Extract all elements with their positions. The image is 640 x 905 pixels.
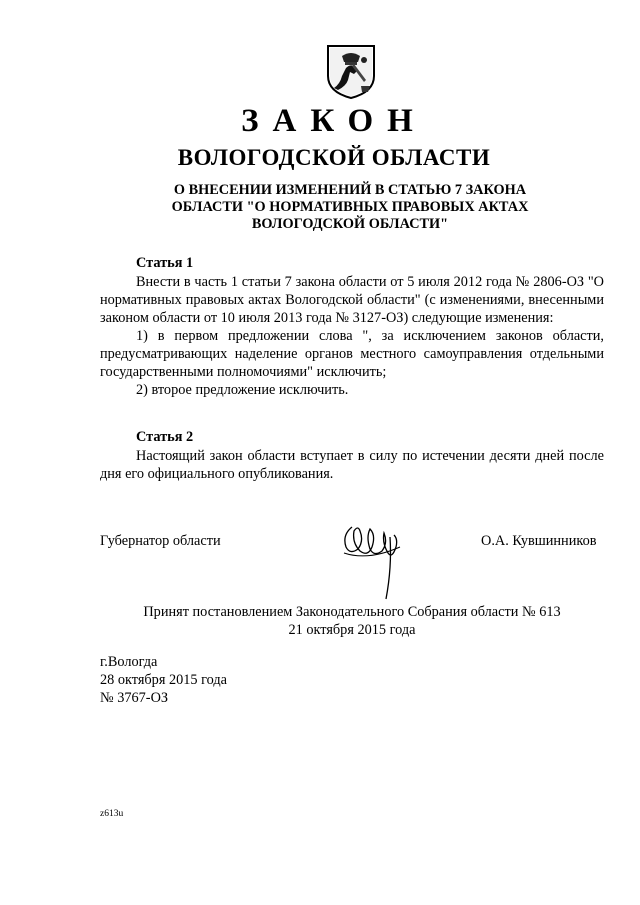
coat-of-arms-icon xyxy=(324,40,378,100)
subtitle-line: ВОЛОГОДСКОЙ ОБЛАСТИ" xyxy=(251,216,449,232)
article-2-text: Настоящий закон области вступает в силу по истечении десяти дней после дня его официального опубликования. xyxy=(100,448,604,482)
law-date: 28 октября 2015 года xyxy=(100,672,228,688)
adoption-line-1: Принят постановлением Законодательного Собрания области № 613 xyxy=(143,604,561,620)
signatory-position: Губернатор области xyxy=(100,533,221,549)
article-1-body xyxy=(100,273,604,399)
article-1-item-2: 2) второе предложение исключить. xyxy=(136,382,349,398)
law-number: № 3767-ОЗ xyxy=(100,690,169,706)
article-2-body xyxy=(100,447,604,483)
article-1-item-1: 1) в первом предложении слова ", за исключением законов области, предусматривающих наделение органов местного самоуправления отдельными государственными полномочиями" исключить; xyxy=(100,328,604,380)
subtitle-line: О ВНЕСЕНИИ ИЗМЕНЕНИЙ В СТАТЬЮ 7 ЗАКОНА xyxy=(173,182,527,198)
signatory-name: О.А. Кувшинников xyxy=(481,533,597,549)
handwritten-signature-icon xyxy=(338,517,408,601)
document-code: z613u xyxy=(100,809,124,819)
place-date-block xyxy=(100,653,227,707)
adoption-line-2: 21 октября 2015 года xyxy=(288,622,416,638)
law-subtitle xyxy=(120,182,580,233)
place: г.Вологда xyxy=(100,654,158,670)
article-2-heading: Статья 2 xyxy=(136,429,194,445)
article-1-heading: Статья 1 xyxy=(136,255,194,271)
subtitle-line: ОБЛАСТИ "О НОРМАТИВНЫХ ПРАВОВЫХ АКТАХ xyxy=(171,199,529,215)
article-1-intro: Внести в часть 1 статьи 7 закона области от 5 июля 2012 года № 2806-ОЗ "О нормативных правовых актах Вологодской области" (с изменениями, внесенными законом области от 10 июля 2013 года № 3127-ОЗ) следующие изменения: xyxy=(100,274,604,326)
adoption-note xyxy=(100,603,604,639)
region-title: ВОЛОГОДСКОЙ ОБЛАСТИ xyxy=(177,145,491,170)
law-title: ЗАКОН xyxy=(241,103,427,139)
